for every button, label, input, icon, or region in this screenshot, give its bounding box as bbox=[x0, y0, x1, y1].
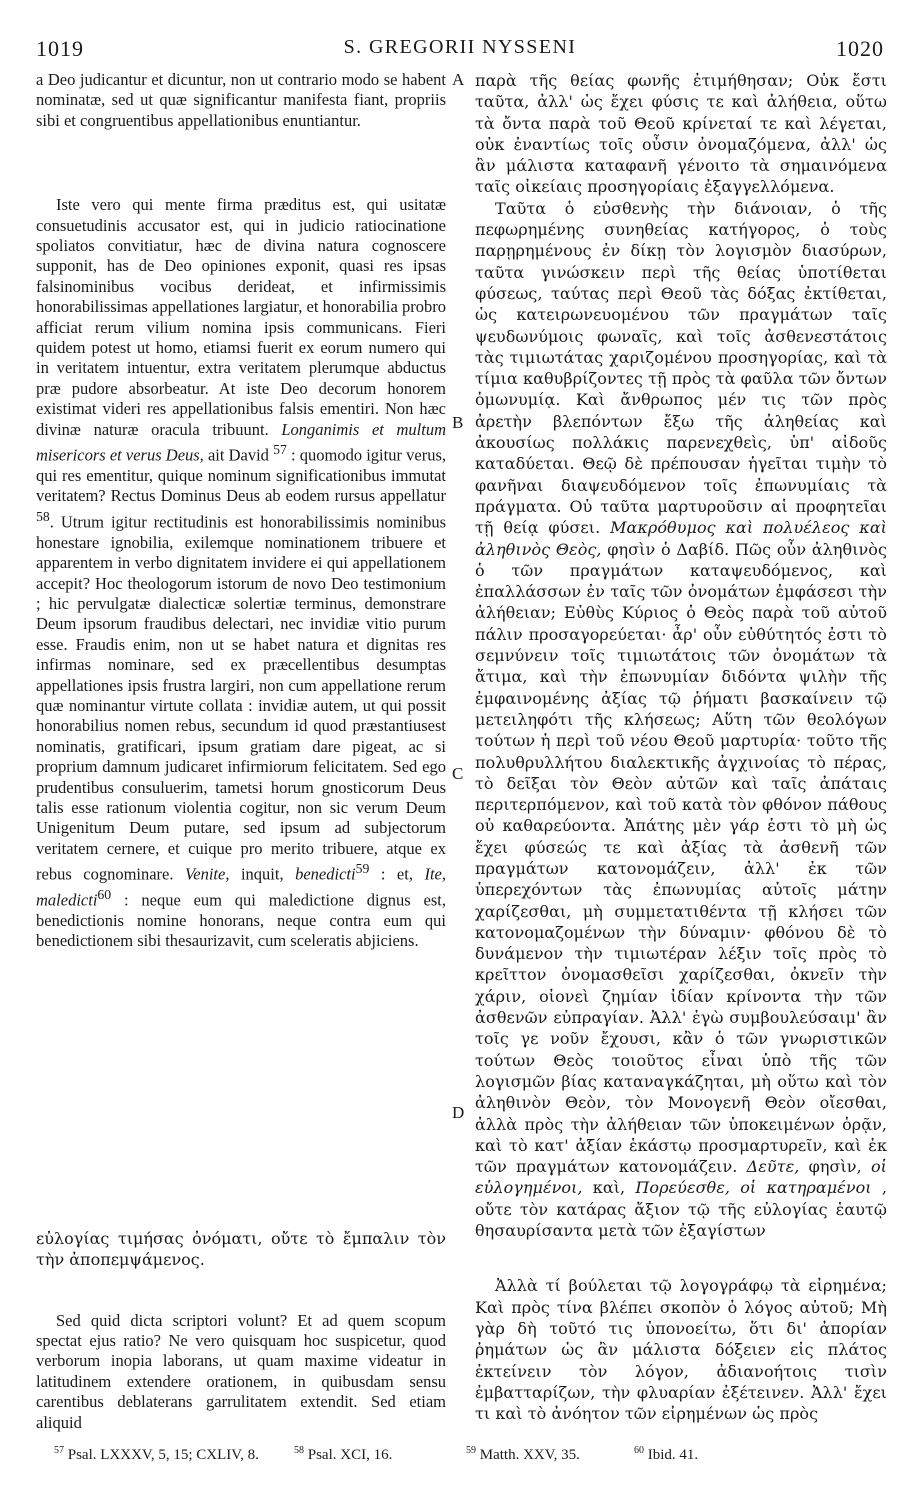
greek-quote-eulogemenoi: οἱ εὐλογημένοι, bbox=[475, 1157, 887, 1198]
footnote-57 bbox=[54, 1445, 259, 1464]
latin-quote-venite: Venite, bbox=[185, 864, 230, 884]
footnotes bbox=[36, 1445, 884, 1469]
footnote-59 bbox=[466, 1445, 580, 1464]
page-number-right: 1020 bbox=[836, 36, 884, 61]
greek-p2-text-e: , οὔτε τὸν κατάρας ἄξιον τῷ τῆς εὐλογίας ἑαυτῷ θησαυρίσαντα μετὰ τῶν ἐξαγίστων bbox=[475, 1178, 887, 1241]
running-title: S. GREGORII NYSSENI bbox=[343, 36, 577, 58]
footnote-57-number: 57 bbox=[54, 1445, 64, 1456]
latin-footnote-ref-57: 57 bbox=[273, 442, 287, 458]
greek-paragraph-3: Ἀλλὰ τί βούλεται τῷ λογογράφῳ τὰ εἰρημένα; Καὶ πρὸς τίνα βλέπει σκοπὸν ὁ λόγος αὐτοῦ; Μὴ γὰρ δὴ τοῦτό τις ὑπονοείτω, ὅτι δι' ἀπορίαν ῥημάτων ὡς ἂν μάλιστα δόξειεν εἰς πλάτος ἐκτείνειν τὸν λόγον, ἀδιανοήτοις τισὶν ἐμβατταρίζων, τὴν φλυαρίαν ἐξέτεινεν. Ἀλλ' ἔχει τι καὶ τὸ ἀνόητον τῶν εἰρημένων ὡς πρὸς bbox=[475, 1276, 887, 1424]
latin-paragraph-1: a Deo judicantur et dicuntur, non ut contrario modo se habent nominatæ, sed ut quæ significantur manifesta fiant, propriis sibi et congruentibus appellationibus enuntiantur. bbox=[36, 70, 446, 130]
page-number-left: 1019 bbox=[36, 36, 84, 61]
footnote-58-text: Psal. XCI, 16. bbox=[307, 1447, 393, 1463]
latin-quote-longanimis: Longanimis et multum misericors et verus Deus, bbox=[36, 419, 446, 465]
greek-paragraph-2 bbox=[475, 198, 887, 1242]
footnote-60-number: 60 bbox=[634, 1445, 644, 1456]
greek-continuation bbox=[36, 1212, 446, 1449]
footnote-59-text: Matth. XXV, 35. bbox=[479, 1447, 580, 1463]
footnote-60-text: Ibid. 41. bbox=[647, 1447, 699, 1463]
latin-quote-benedicti: benedicti bbox=[295, 864, 356, 884]
footnote-57-text: Psal. LXXXV, 5, 15; CXLIV, 8. bbox=[67, 1447, 259, 1463]
latin-footnote-ref-60: 60 bbox=[97, 887, 112, 903]
greek-quote-poreuesthe: Πορεύεσθε, οἱ κατηραμένοι bbox=[635, 1178, 872, 1198]
greek-p2-text-a: Ταῦτα ὁ εὐσθενὴς τὴν διάνοιαν, ὁ τῆς πεφωρημένης συνηθείας κατήγορος, ὁ τοὺς παρῃρημένους ἐν δίκῃ τὸν λογισμὸν διασύρων, ταῦτα γινώσκειν περὶ τῆς θείας ὑποτίθεται φύσεως, ταύτας περὶ Θεοῦ τὰς δόξας ἐκτίθεται, ὡς κατειρωνευομένου τῶν πραγμάτων ταῖς ψευδωνύμοις φωναῖς, καὶ τοῖς ἀσθενεστάτοις τὰς τιμιωτάτας χαριζομένου προσηγορίας, καὶ τὰ τίμια καθυβρίζοντες τῇ πρὸς τὰ φαῦλα τῶν ὄντων ὁμωνυμίᾳ. Καὶ ἄνθρωπος μέν τις τῶν πρὸς ἀρετὴν βλεπόντων ἔξω τῆς ἀληθείας καὶ ἀκουσίως πολλάκις παρενεχθεὶς, ὑπ' αἰδοῦς καταδύεται. Θεῷ δὲ πρέπουσαν ἡγεῖται τιμὴν τὸ φανῆναι διαψευδόμενον τοῖς ἐπωνυμίαις τὰ πράγματα. Οὐ ταῦτα μαρτυροῦσιν αἱ προφητεῖαι τῇ θείᾳ φύσει. bbox=[475, 198, 887, 538]
margin-marker-d: D bbox=[452, 1103, 465, 1122]
greek-tail-line: εὐλογίας τιμήσας ὀνόματι, οὔτε τὸ ἔμπαλιν τὸν τὴν ἀποπεμψάμενος. bbox=[36, 1229, 446, 1269]
latin-column bbox=[36, 70, 446, 952]
latin-p2-text-d: . Utrum igitur rectitudinis est honorabilissimis nominibus honestare ignobilia, exilemque nominationem tribuere et apparentem in verbo dignitatem invidere ei qui appellationem accepit? Hoc theologorum istorum de novo Deo testimonium ; hic pervulgatæ dialecticæ solertiæ terminus, demonstrare Deum ipsorum fraudibus delectari, nec invidiæ vitio purum esse. Fraudis enim, non ut se habet natura et dignitas res infirmas nominare, sed ex præcellentibus desumptas appellationes ipsis frustra largiri, non cum appellatione rerum quæ nominantur virtute collata : invidiæ autem, ut qui possit honorabilius nomen rebus, secundum id quod præstantiusest nominatis, gratificari, ipsum gratiam dare pigeat, ac si proprium damnum judicaret infirmiorum felicitatem. Sed ego prudentibus consuluerim, tametsi horum gnosticorum Deus talis esse rationum violentia cogitur, non sic verum Deum Unigenitum Deum putare, sed ipsum ad subjectorum veritatem cernere, et cuique pro merito tribuere, atque ex rebus cognominare. bbox=[36, 512, 446, 884]
running-header bbox=[36, 36, 884, 62]
footnote-58-number: 58 bbox=[294, 1445, 304, 1456]
margin-marker-c: C bbox=[452, 764, 464, 783]
footnote-60 bbox=[634, 1445, 698, 1464]
latin-footnote-ref-59: 59 bbox=[355, 861, 370, 877]
margin-marker-a: A bbox=[452, 70, 465, 89]
greek-paragraph-1: παρὰ τῆς θείας φωνῆς ἐτιμήθησαν; Οὐκ ἔστι ταῦτα, ἀλλ' ὡς ἔχει φύσις τε καὶ ἀλήθεια, οὕτω τὰ ὄντα παρὰ τοῦ Θεοῦ κρίνεταί τε καὶ λέγεται, οὐκ ἐναντίως τοῖς οὖσιν ὀνομαζόμενα, ἀλλ' ὡς ἂν μάλιστα καταφανῆ γένοιτο τὰ σημαινόμενα ταῖς οἰκείαις προσηγορίαις ἐξαγγελλόμενα. bbox=[475, 71, 887, 197]
footnote-59-number: 59 bbox=[466, 1445, 476, 1456]
latin-footnote-ref-58: 58 bbox=[36, 508, 50, 524]
greek-quote-deute: Δεῦτε, bbox=[746, 1157, 800, 1177]
latin-paragraph-2 bbox=[36, 195, 446, 952]
latin-paragraph-3: Sed quid dicta scriptori volunt? Et ad quem scopum spectat ejus ratio? Ne vero quisquam hoc suspicetur, quod verborum inopia laborans, ut quam maxime videatur in latitudinem extendere orationem, in quibusdam sensu carentibus deblaterans garrulitatem extendit. Sed etiam aliquid bbox=[36, 1310, 446, 1432]
greek-p2-text-d: καὶ, bbox=[582, 1178, 636, 1198]
latin-p2-text-f: : et, bbox=[369, 864, 425, 884]
latin-p2-text-g: : neque eum qui maledictione dignus est, benedictionis nomine honorans, neque contra eum qui benedictionem sibi thesaurizavit, cum sceleratis abjiciens. bbox=[36, 890, 446, 951]
greek-p2-text-c: φησὶν, bbox=[799, 1157, 871, 1177]
latin-quote-ite-maledicti: Ite, maledicti bbox=[36, 864, 446, 910]
latin-p2-text-a: Iste vero qui mente firma præditus est, qui usitatæ consuetudinis accusator est, qui in judicio ratiocinatione spoliatos convitiatur, hæc de divina natura cognoscere supponit, has de Deo opiniones exponit, quasi res ipsas falsinominibus vocibus derideat, et infirmissimis honorabilissimas appellationes largiatur, et honorabilia probro afficiat rerum vilium nomina ipsis communicans. Fieri quidem potest ut homo, etiamsi fuerit ex eorum numero qui in veritatem intuentur, extra veritatem plerumque abductus præ pudore absorbeatur. At iste Deo decorum honorem existimat videri res appellationibus falsis ementiri. Non hæc divinæ naturæ oracula tribuunt. bbox=[36, 195, 446, 439]
greek-quote-makrothymos: Μακρόθυμος καὶ πολυέλεος καὶ ἀληθινὸς Θεὸς, bbox=[475, 518, 887, 559]
latin-p2-text-e: inquit, bbox=[229, 864, 296, 884]
greek-column bbox=[475, 70, 887, 1424]
greek-p2-text-b: φησὶν ὁ Δαβίδ. Πῶς οὖν ἀληθινὸς ὁ τῶν πραγμάτων καταψευδόμενος, καὶ ἐπαλλάσσων ἐν ταῖς τῶν ὀνομάτων ἐμφάσεσι τὴν ἀλήθειαν; Εὐθὺς Κύριος ὁ Θεὸς παρὰ τοῦ αὐτοῦ πάλιν προσαγορεύεται· ἆρ' οὖν εὐθύτητός ἐστι τὸ σεμνύνειν τοῖς τιμιωτάτοις τῶν ὀνομάτων τὰ ἄτιμα, καὶ τὴν ἐπωνυμίαν διδόντα ψιλὴν τῆς ἐμφαινομένης ἀξίας τῷ ῥήματι βασκαίνειν τῷ μετειληφότι τῆς κλήσεως; Αὕτη τῶν θεολόγων τούτων ἡ περὶ τοῦ νέου Θεοῦ μαρτυρία· τοῦτο τῆς πολυθρυλλήτου διαλεκτικῆς ἀγχινοίας τὸ πέρας, τὸ δεῖξαι τὸν Θεὸν αὐτῶν καὶ ταῖς ἀπάταις περιτερπόμενον, καὶ τοῦ κατὰ τὸν φθόνον πάθους οὐ καθαρεύοντα. Ἀπάτης μὲν γάρ ἐστι τὸ μὴ ὡς ἔχει φύσεώς τε καὶ ἀξίας τὰ ἀσθενῆ τῶν πραγμάτων κατονομάζειν, ἀλλ' ἐκ τῶν ὑπερεχόντων τὰς ἐπωνυμίας αὐτοῖς μάτην χαρίζεσθαι, μὴ συμμετατιθέντα τῇ κλήσει τῶν κατονομαζομένων τὴν δύναμιν· φθόνου δὲ τὸ δυνάμενον τὴν τιμιωτέραν λέξιν τοῖς πρὸς τὸ κρεῖττον ὀνομασθεῖσι χαρίζεσθαι, ὀκνεῖν τὴν χάριν, οἱονεὶ ζημίαν ἰδίαν κρίνοντα τὴν τῶν ἀσθενῶν εὐπραγίαν. Ἀλλ' ἐγὼ συμβουλεύσαιμ' ἂν τοῖς γε νοῦν ἔχουσι, κἂν ὁ τῶν γνωριστικῶν τούτων Θεὸς τοιοῦτος εἶναι ὑπὸ τῆς τῶν λογισμῶν βίας καταναγκάζηται, μὴ οὕτω καὶ τὸν ἀληθινὸν Θεὸν, τὸν Μονογενῆ Θεὸν οἴεσθαι, ἀλλὰ πρὸς τὴν ἀλήθειαν τῶν ὑποκειμένων ὁρᾷν, καὶ τὸ κατ' ἀξίαν ἑκάστῳ προσμαρτυρεῖν, καὶ ἐκ τῶν πραγμάτων κατονομάζειν. bbox=[475, 539, 887, 1177]
latin-p2-text-c: : quomodo igitur verus, qui res ementitur, quique nominum significationibus immutat veritatem? Rectus Dominus Deus ab eodem rursus appellatur bbox=[36, 445, 446, 506]
margin-marker-b: B bbox=[452, 413, 464, 432]
latin-p2-text-b: ait David bbox=[203, 445, 274, 465]
footnote-58 bbox=[294, 1445, 392, 1464]
